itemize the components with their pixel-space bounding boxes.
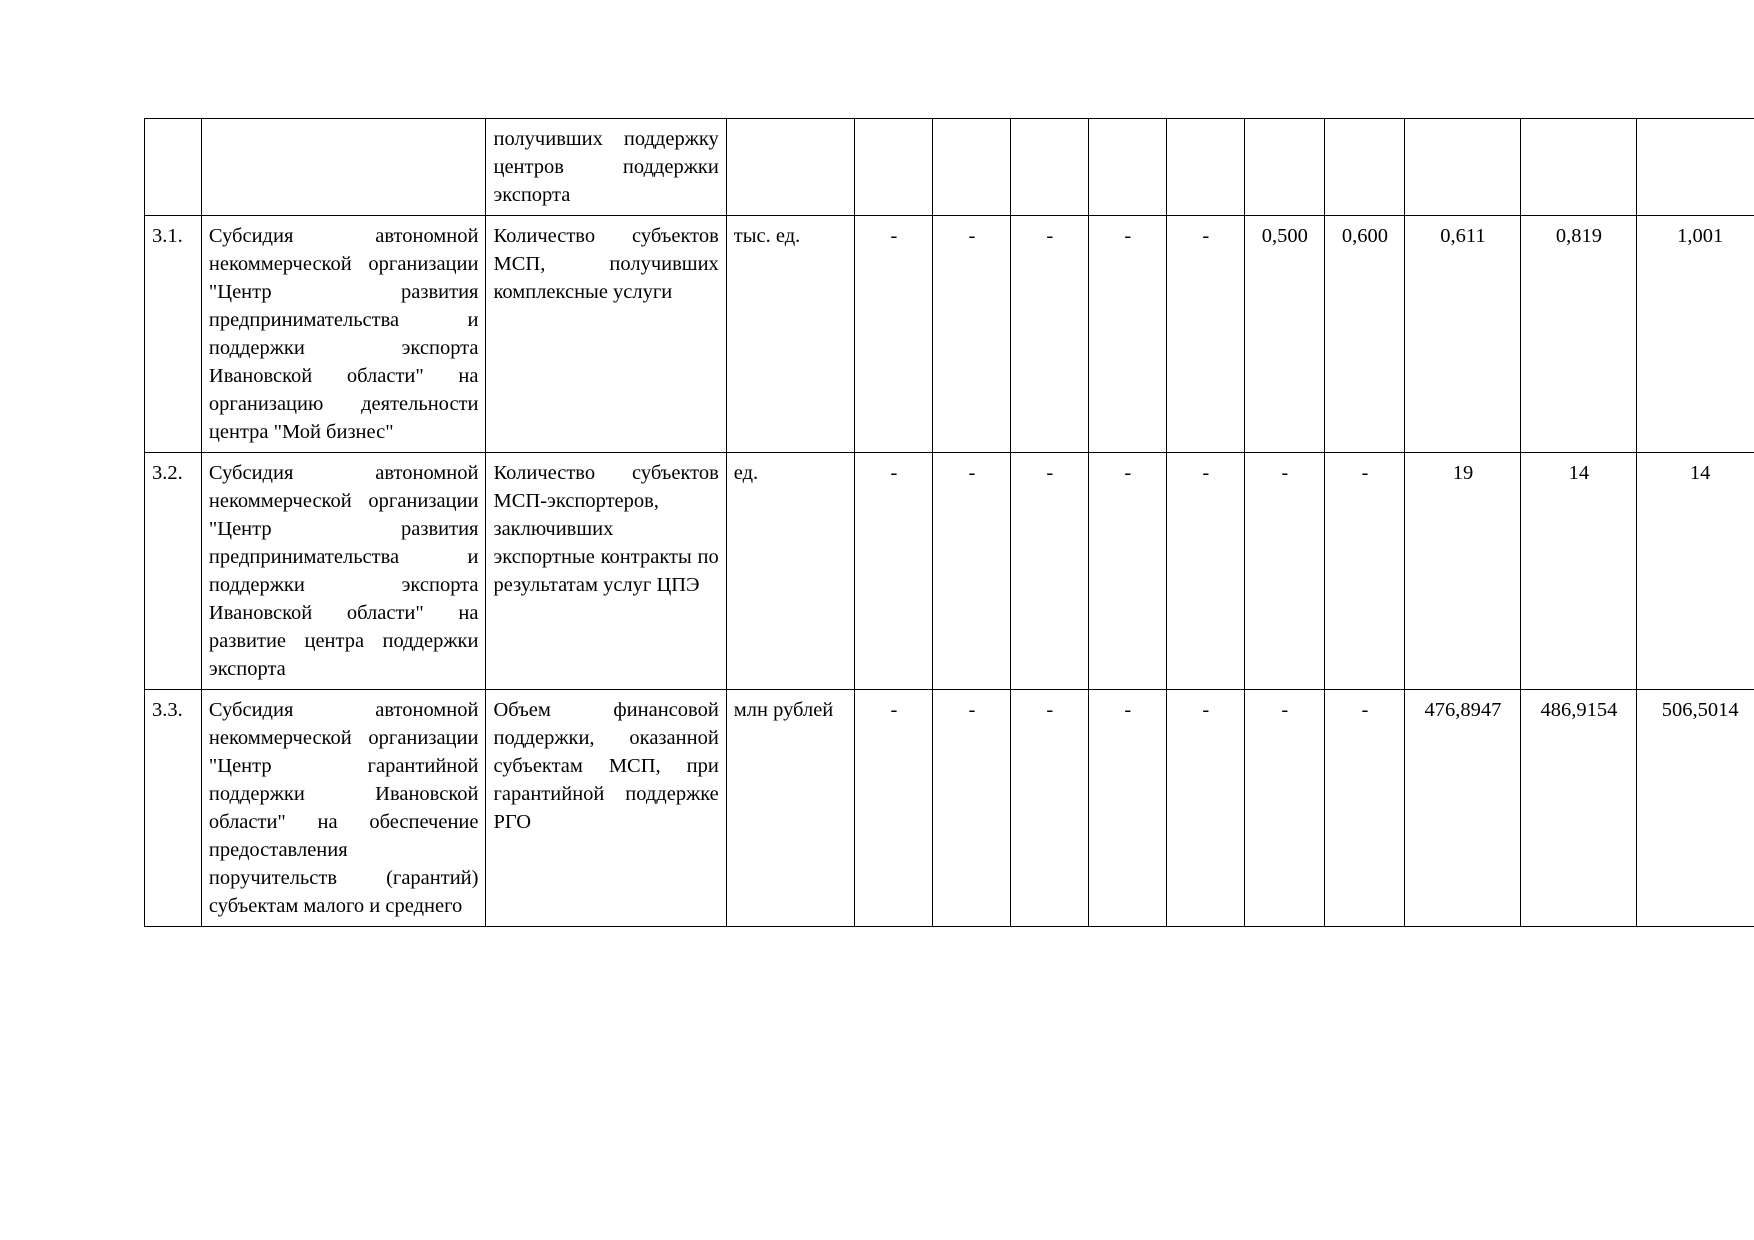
row-value-7: -: [1325, 453, 1405, 690]
row-value-1: -: [855, 453, 933, 690]
row-value-4: [1089, 119, 1167, 216]
row-value-5: -: [1167, 690, 1245, 927]
row-value-3: -: [1011, 216, 1089, 453]
row-unit: [726, 119, 855, 216]
table-row: [145, 119, 1754, 216]
row-value-5: -: [1167, 216, 1245, 453]
row-value-8: [1405, 119, 1521, 216]
row-value-9: 486,9154: [1521, 690, 1637, 927]
row-value-9: 14: [1521, 453, 1637, 690]
row-indicator: Количество субъектов МСП, получивших комплексные услуги: [486, 216, 726, 453]
row-value-8: 19: [1405, 453, 1521, 690]
row-unit: млн рублей: [726, 690, 855, 927]
row-value-3: -: [1011, 690, 1089, 927]
row-value-3: [1011, 119, 1089, 216]
row-value-5: [1167, 119, 1245, 216]
row-value-3: -: [1011, 453, 1089, 690]
table-row: [145, 690, 1754, 927]
row-indicator: получивших поддержку центров поддержки экспорта: [486, 119, 726, 216]
row-value-6: 0,500: [1245, 216, 1325, 453]
row-value-10: 506,5014: [1637, 690, 1754, 927]
row-value-8: 0,611: [1405, 216, 1521, 453]
row-value-9: [1521, 119, 1637, 216]
row-unit: тыс. ед.: [726, 216, 855, 453]
row-value-10: [1637, 119, 1754, 216]
row-value-9: 0,819: [1521, 216, 1637, 453]
row-name: Субсидия автономной некоммерческой организации "Центр гарантийной поддержки Ивановской области" на обеспечение предоставления поручительств (гарантий) субъектам малого и среднего: [201, 690, 486, 927]
row-value-10: 14: [1637, 453, 1754, 690]
row-name: Субсидия автономной некоммерческой организации "Центр развития предпринимательства и поддержки экспорта Ивановской области" на развитие центра поддержки экспорта: [201, 453, 486, 690]
row-number: 3.1.: [145, 216, 202, 453]
row-value-1: -: [855, 216, 933, 453]
row-name: Субсидия автономной некоммерческой организации "Центр развития предпринимательства и поддержки экспорта Ивановской области" на организацию деятельности центра "Мой бизнес": [201, 216, 486, 453]
row-value-1: [855, 119, 933, 216]
row-number: [145, 119, 202, 216]
row-value-10: 1,001: [1637, 216, 1754, 453]
row-value-4: -: [1089, 453, 1167, 690]
row-value-4: -: [1089, 216, 1167, 453]
row-name: [201, 119, 486, 216]
row-value-2: -: [933, 453, 1011, 690]
row-unit: ед.: [726, 453, 855, 690]
row-value-1: -: [855, 690, 933, 927]
row-indicator: Объем финансовой поддержки, оказанной субъектам МСП, при гарантийной поддержке РГО: [486, 690, 726, 927]
row-value-2: [933, 119, 1011, 216]
row-value-5: -: [1167, 453, 1245, 690]
row-value-4: -: [1089, 690, 1167, 927]
row-number: 3.2.: [145, 453, 202, 690]
row-value-2: -: [933, 690, 1011, 927]
row-indicator: Количество субъектов МСП-экспортеров, заключивших экспортные контракты по результатам услуг ЦПЭ: [486, 453, 726, 690]
indicators-table: [144, 118, 1754, 927]
row-value-6: [1245, 119, 1325, 216]
row-value-7: 0,600: [1325, 216, 1405, 453]
row-value-6: -: [1245, 690, 1325, 927]
table-row: [145, 216, 1754, 453]
row-value-8: 476,8947: [1405, 690, 1521, 927]
row-value-7: [1325, 119, 1405, 216]
row-number: 3.3.: [145, 690, 202, 927]
row-value-7: -: [1325, 690, 1405, 927]
row-value-2: -: [933, 216, 1011, 453]
row-value-6: -: [1245, 453, 1325, 690]
table-row: [145, 453, 1754, 690]
